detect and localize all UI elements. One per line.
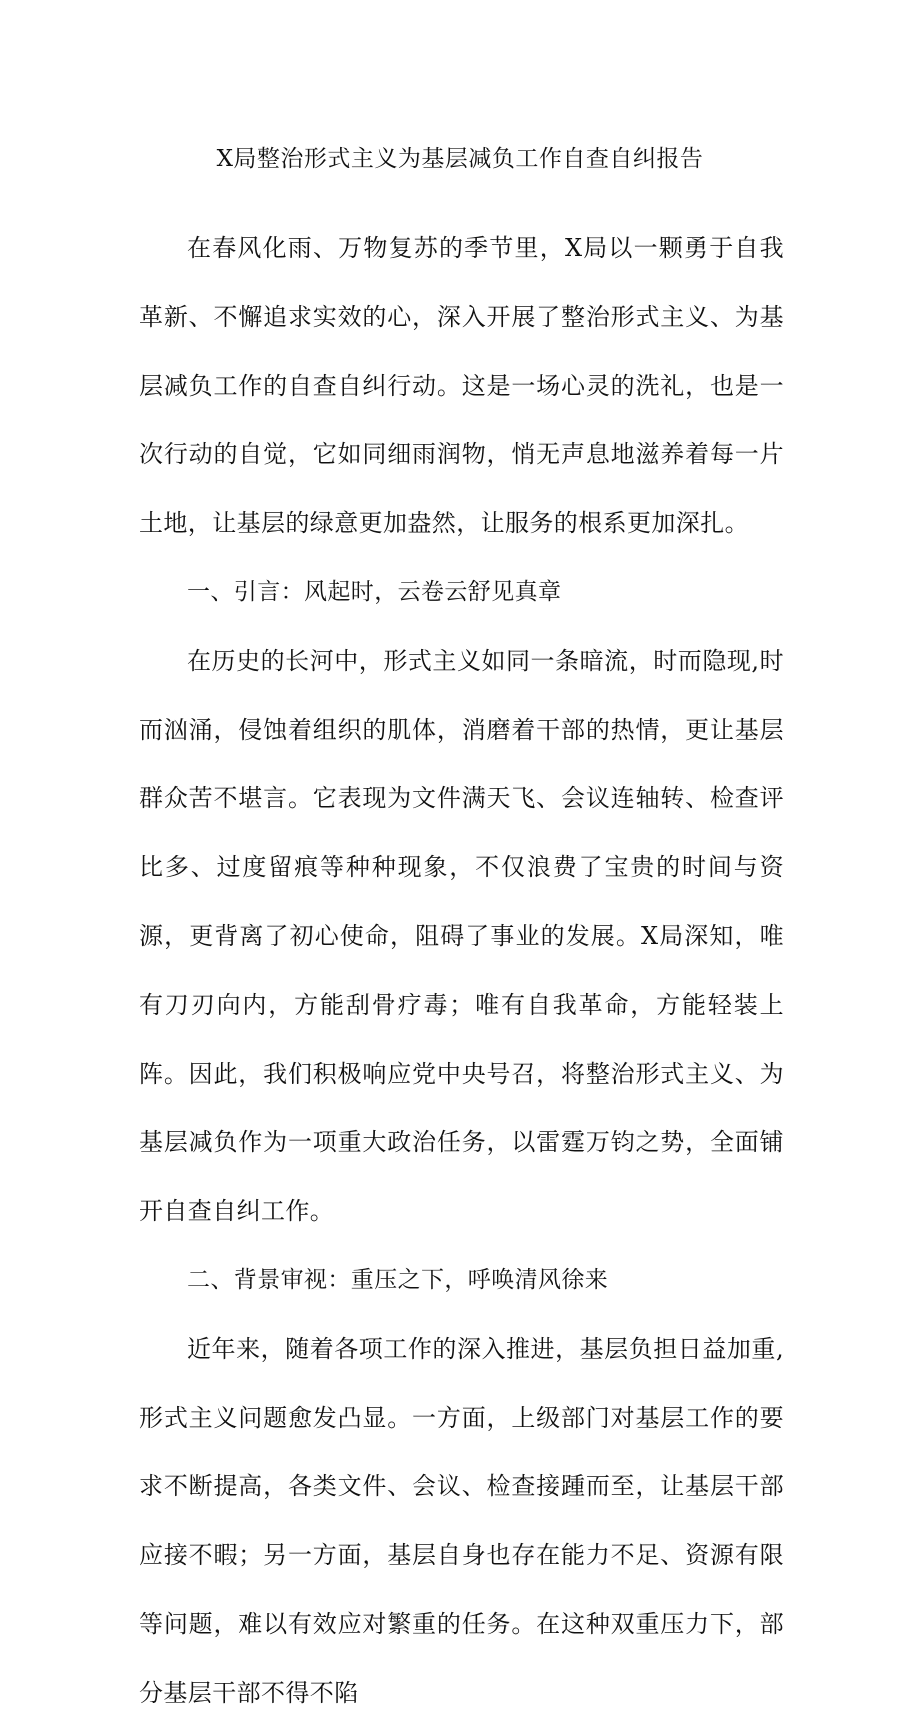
section-2-heading: 二、背景审视：重压之下，呼唤清风徐来 — [187, 1266, 609, 1293]
section-1-heading: 一、引言：风起时，云卷云舒见真章 — [187, 578, 562, 605]
section-1-paragraph: 在历史的长河中，形式主义如同一条暗流，时而隐现,时而汹涌，侵蚀着组织的肌体，消磨着干部的热情，更让基层群众苦不堪言。它表现为文件满天飞、会议连轴转、检查评比多、过度留痕等种种现象，不仅浪费了宝贵的时间与资源，更背离了初心使命，阻碍了事业的发展。X局深知，唯有刀刃向内，方能刮骨疗毒；唯有自我革命，方能轻装上阵。因此，我们积极响应党中央号召，将整治形式主义、为基层减负作为一项重大政治任务，以雷霆万钧之势，全面铺开自查自纠工作。 — [139, 646, 784, 1226]
document-title: X局整治形式主义为基层减负工作自查自纠报告 — [216, 146, 704, 172]
section-2-paragraph: 近年来，随着各项工作的深入推进，基层负担日益加重,形式主义问题愈发凸显。一方面，上级部门对基层工作的要求不断提高，各类文件、会议、检查接踵而至，让基层干部应接不暇；另一方面，基层自身也存在能力不足、资源有限等问题，难以有效应对繁重的任务。在这种双重压力下，部分基层干部不得不陷 — [139, 1334, 784, 1707]
document-body — [139, 214, 784, 1728]
intro-paragraph: 在春风化雨、万物复苏的季节里，X局以一颗勇于自我革新、不懈追求实效的心，深入开展了整治形式主义、为基层减负工作的自查自纠行动。这是一场心灵的洗礼，也是一次行动的自觉，它如同细雨润物，悄无声息地滋养着每一片土地，让基层的绿意更加盎然，让服务的根系更加深扎。 — [139, 234, 784, 538]
